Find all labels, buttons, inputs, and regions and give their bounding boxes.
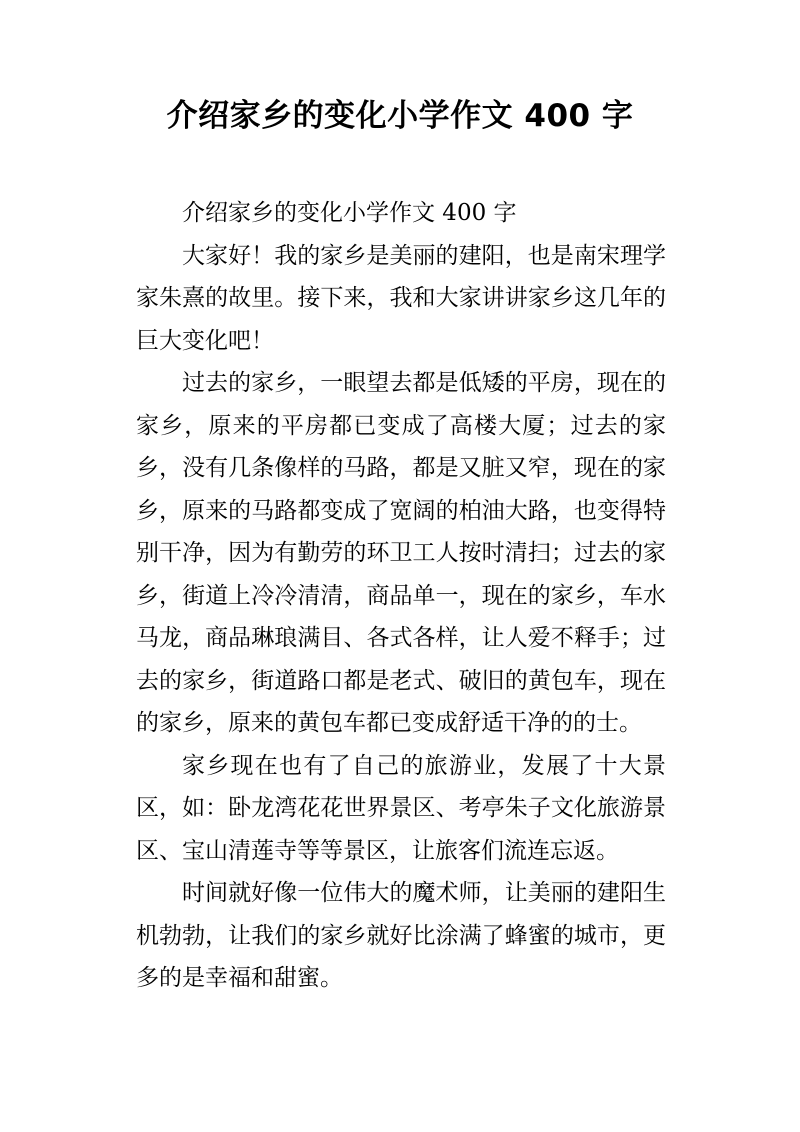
paragraph-subtitle: 介绍家乡的变化小学作文 400 字 <box>182 200 517 226</box>
paragraph-changes: 过去的家乡，一眼望去都是低矮的平房，现在的家乡，原来的平房都已变成了高楼大厦；过去的家乡，没有几条像样的马路，都是又脏又窄，现在的家乡，原来的马路都变成了宽阔的柏油大路，也变得特别干净，因为有勤劳的环卫工人按时清扫；过去的家乡，街道上冷冷清清，商品单一，现在的家乡，车水马龙，商品琳琅满目、各式各样，让人爱不释手；过去的家乡，街道路口都是老式、破旧的黄包车，现在的家乡，原来的黄包车都已变成舒适干净的的士。 <box>136 370 666 736</box>
paragraph-intro: 大家好！我的家乡是美丽的建阳，也是南宋理学家朱熹的故里。接下来，我和大家讲讲家乡这几年的巨大变化吧！ <box>136 242 666 354</box>
paragraph-conclusion: 时间就好像一位伟大的魔术师，让美丽的建阳生机勃勃，让我们的家乡就好比涂满了蜂蜜的城市，更多的是幸福和甜蜜。 <box>136 880 666 991</box>
paragraph-tourism: 家乡现在也有了自己的旅游业，发展了十大景区，如：卧龙湾花花世界景区、考亭朱子文化旅游景区、宝山清莲寺等等景区，让旅客们流连忘返。 <box>136 752 666 864</box>
document-title: 介绍家乡的变化小学作文 400 字 <box>166 98 634 134</box>
document-body <box>136 192 666 1000</box>
